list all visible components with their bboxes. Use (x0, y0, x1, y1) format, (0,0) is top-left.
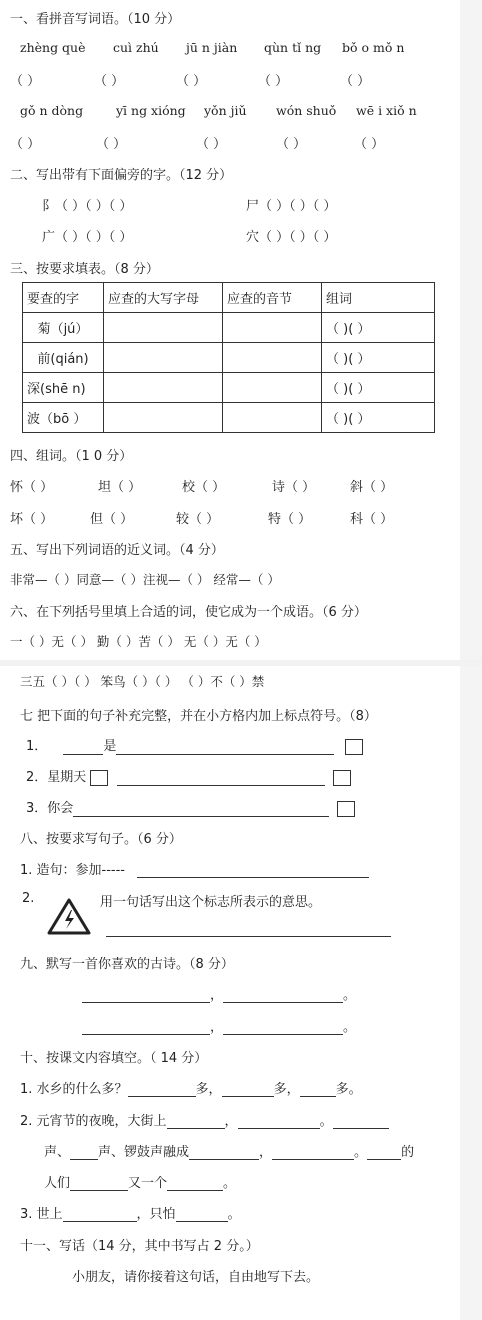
sentence-start: 3．你会 (26, 801, 74, 816)
blank[interactable] (82, 1020, 210, 1035)
section-7-title: 七 把下面的句子补充完整，并在小方格内加上标点符号。（8） (20, 709, 377, 724)
poem-line-2 (82, 1016, 356, 1035)
item-number: 1． (26, 739, 48, 754)
blank[interactable] (137, 863, 369, 878)
pinyin-1-3: jū n jiàn (186, 40, 238, 55)
pinyin-2-3: yǒn jiǔ (204, 103, 247, 118)
blank[interactable] (272, 1145, 354, 1160)
fill-text: 声、 (44, 1145, 71, 1160)
idiom-line-2[interactable]: 三五（ ）（ ） 笨鸟（ ）（ ） （ ）不（ ）禁 (20, 674, 265, 689)
fill-text: 3. 世上 (20, 1207, 63, 1222)
blank[interactable] (167, 1176, 223, 1191)
blank[interactable] (189, 1145, 259, 1160)
blank[interactable] (223, 988, 343, 1003)
answer-paren[interactable]: （ ） (10, 74, 41, 89)
blank[interactable] (222, 1082, 274, 1097)
table-header: 应查的音节 (223, 283, 322, 313)
blank[interactable] (63, 740, 103, 755)
fill-text: 人们 (44, 1176, 71, 1191)
pinyin-2-1: gǒ n dòng (20, 103, 84, 118)
zuci-item[interactable]: 坦（ ） (98, 480, 142, 495)
fill-text: 。 (319, 1114, 333, 1129)
table-header-row (23, 283, 435, 313)
fill-text: 。 (354, 1145, 368, 1160)
pinyin-1-5: bǒ o mǒ n (342, 40, 405, 55)
radical-row-1a[interactable]: 阝（ ）（ ）（ ） (42, 199, 133, 214)
punctuation-box[interactable] (345, 739, 363, 755)
fill-text: 2. 元宵节的夜晚，大街上 (20, 1114, 167, 1129)
punct: ， (210, 1020, 224, 1035)
blank[interactable] (238, 1114, 320, 1129)
radical-row-2a[interactable]: 广（ ）（ ）（ ） (42, 230, 133, 245)
fill-text: 多， (195, 1082, 222, 1097)
table-cell-char: 菊（jú） (23, 313, 104, 343)
make-sentence-label: 1. 造句：参加----- (20, 863, 125, 878)
section-3-title: 三、按要求填表。（8 分） (10, 262, 159, 277)
zuci-item[interactable]: 诗（ ） (272, 480, 316, 495)
sign-question: 用一句话写出这个标志所表示的意思。 (100, 895, 322, 910)
section-11-title: 十一、写话（14 分，其中书写占 2 分。） (20, 1239, 259, 1254)
answer-paren[interactable]: （ ） (354, 137, 385, 152)
zuci-item[interactable]: 但（ ） (90, 512, 134, 527)
poem-line-1 (82, 984, 356, 1003)
fill-line-4 (44, 1172, 236, 1191)
pinyin-2-5: wē i xiǒ n (356, 103, 417, 118)
answer-paren[interactable]: （ ） (10, 137, 41, 152)
blank[interactable] (117, 771, 325, 786)
blank[interactable] (367, 1145, 401, 1160)
table-cell-char: 前(qián) (23, 343, 104, 373)
pinyin-1-4: qùn tǐ ng (264, 40, 322, 55)
fill-text: 的 (401, 1145, 415, 1160)
blank[interactable] (116, 740, 334, 755)
radical-row-2b[interactable]: 穴（ ）（ ）（ ） (246, 230, 337, 245)
section-4-title: 四、组词。（1 0 分） (10, 449, 133, 464)
pinyin-1-1: zhèng què (20, 40, 86, 55)
fill-text: 声、锣鼓声融成 (98, 1145, 190, 1160)
fill-text: 多。 (335, 1082, 362, 1097)
sentence-word: 是 (103, 739, 117, 754)
answer-paren[interactable]: （ ） (176, 74, 207, 89)
table-cell-zuci[interactable]: （ )( ） (322, 343, 435, 373)
table-cell-input[interactable] (223, 373, 322, 403)
idiom-line-1[interactable]: 一（ ）无（ ） 勤（ ）苦（ ） 无（ ）无（ ） (10, 634, 267, 649)
answer-paren[interactable]: （ ） (258, 74, 289, 89)
section-2-title: 二、写出带有下面偏旁的字。（12 分） (10, 168, 233, 183)
fill-text: 又一个 (128, 1176, 168, 1191)
section-10-title: 十、按课文内容填空。（ 14 分） (20, 1051, 208, 1066)
fill-line-3 (44, 1141, 414, 1160)
zuci-item[interactable]: 较（ ） (176, 512, 220, 527)
table-cell-input[interactable] (223, 343, 322, 373)
pinyin-2-2: yī ng xióng (116, 103, 186, 118)
answer-paren[interactable]: （ ） (340, 74, 371, 89)
writing-prompt: 小朋友，请你接着这句话，自由地写下去。 (72, 1270, 320, 1285)
fill-text: 1. 水乡的什么多？ (20, 1082, 128, 1097)
zuci-item[interactable]: 特（ ） (268, 512, 312, 527)
answer-paren[interactable]: （ ） (94, 74, 125, 89)
make-sentence (20, 859, 369, 878)
zuci-item[interactable]: 怀（ ） (10, 480, 54, 495)
fill-line-1 (20, 1078, 362, 1097)
sentence-1 (26, 735, 363, 755)
blank[interactable] (82, 988, 210, 1003)
answer-paren[interactable]: （ ） (276, 137, 307, 152)
section-6-title: 六、在下列括号里填上合适的词，使它成为一个成语。（6 分） (10, 605, 367, 620)
blank[interactable] (73, 802, 329, 817)
blank[interactable] (70, 1176, 128, 1191)
blank[interactable] (176, 1207, 228, 1222)
blank[interactable] (333, 1114, 389, 1129)
fill-text: 。 (223, 1176, 237, 1191)
fill-text: 多， (273, 1082, 300, 1097)
pinyin-2-4: wón shuǒ (276, 103, 337, 118)
section-1-title: 一、看拼音写词语。（10 分） (10, 12, 181, 27)
radical-row-1b[interactable]: 尸（ ）（ ）（ ） (246, 199, 337, 214)
answer-paren[interactable]: （ ） (96, 137, 127, 152)
table-cell-input[interactable] (104, 343, 223, 373)
blank[interactable] (223, 1020, 343, 1035)
section-5-title: 五、写出下列词语的近义词。（4 分） (10, 543, 224, 558)
blank[interactable] (63, 1207, 137, 1222)
synonym-line[interactable]: 非常—（ ）同意—（ ）注视—（ ） 经常—（ ） (10, 572, 280, 587)
blank[interactable] (300, 1082, 336, 1097)
table-cell-input[interactable] (223, 313, 322, 343)
sentence-3 (26, 797, 355, 817)
fill-text: ，只怕 (136, 1207, 176, 1222)
high-voltage-warning-sign (46, 897, 92, 937)
zuci-item[interactable]: 校（ ） (182, 480, 226, 495)
table-header: 组词 (322, 283, 435, 313)
fill-text: ， (224, 1114, 238, 1129)
table-cell-zuci[interactable]: （ )( ） (322, 313, 435, 343)
lookup-table (22, 282, 435, 433)
table-cell-input[interactable] (104, 313, 223, 343)
punct: 。 (343, 988, 357, 1003)
punctuation-box[interactable] (337, 801, 355, 817)
fill-text: 。 (227, 1207, 241, 1222)
sign-answer (106, 922, 391, 937)
zuci-item[interactable]: 坏（ ） (10, 512, 54, 527)
table-cell-input[interactable] (223, 403, 322, 433)
item-number: 2. (22, 891, 35, 906)
blank[interactable] (167, 1114, 225, 1129)
answer-paren[interactable]: （ ） (196, 137, 227, 152)
punct: ， (210, 988, 224, 1003)
table-row (23, 373, 435, 403)
sentence-start: 2．星期天 (26, 770, 87, 785)
fill-line-5 (20, 1203, 241, 1222)
table-header: 应查的大写字母 (104, 283, 223, 313)
blank[interactable] (128, 1082, 196, 1097)
blank[interactable] (70, 1145, 98, 1160)
table-cell-input[interactable] (104, 403, 223, 433)
fill-line-2 (20, 1110, 389, 1129)
punctuation-box[interactable] (90, 770, 108, 786)
punct: 。 (343, 1020, 357, 1035)
table-cell-char: 深(shē n) (23, 373, 104, 403)
blank[interactable] (106, 922, 391, 937)
table-header: 要查的字 (23, 283, 104, 313)
page-break (0, 660, 482, 666)
punctuation-box[interactable] (333, 770, 351, 786)
table-cell-zuci[interactable]: （ )( ） (322, 373, 435, 403)
table-cell-input[interactable] (104, 373, 223, 403)
table-row (23, 313, 435, 343)
sentence-2 (26, 766, 351, 786)
zuci-item[interactable]: 斜（ ） (350, 480, 394, 495)
fill-text: ， (259, 1145, 273, 1160)
pinyin-1-2: cuì zhú (113, 40, 159, 55)
table-cell-zuci[interactable]: （ )( ） (322, 403, 435, 433)
zuci-item[interactable]: 科（ ） (350, 512, 394, 527)
table-row (23, 403, 435, 433)
table-row (23, 343, 435, 373)
section-8-title: 八、按要求写句子。（6 分） (20, 832, 182, 847)
section-9-title: 九、默写一首你喜欢的古诗。（8 分） (20, 957, 234, 972)
table-cell-char: 波（bō ） (23, 403, 104, 433)
